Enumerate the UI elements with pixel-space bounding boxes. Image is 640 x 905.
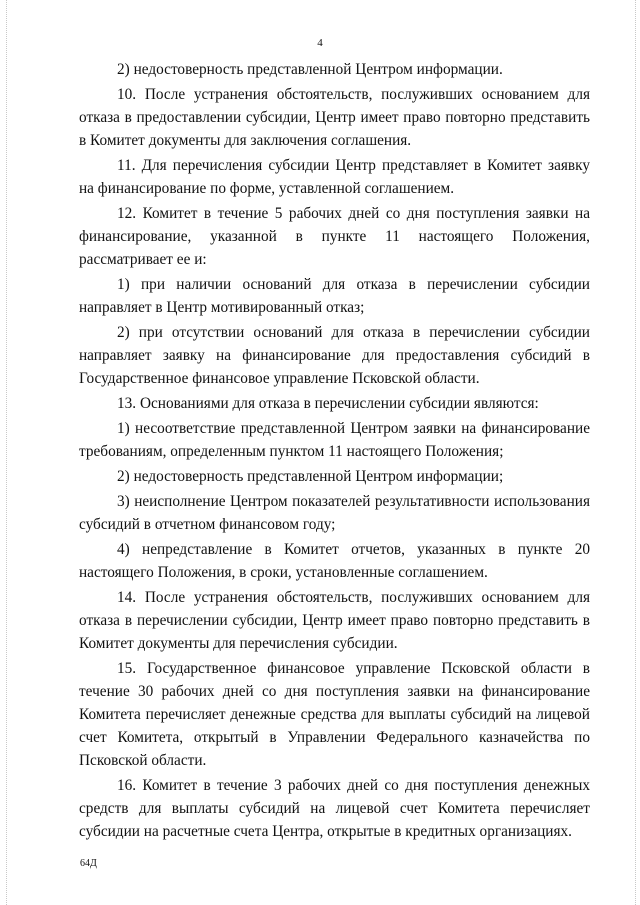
paragraph-11: 11. Для перечисления субсидии Центр представляет в Комитет заявку на финансирование по форме, уставленной соглашением. bbox=[79, 157, 590, 197]
paragraph-13-subpoint-1: 1) несоответствие представленной Центром заявки на финансирование требованиям, определенным пунктом 11 настоящего Положения; bbox=[79, 420, 590, 460]
paragraph-13: 13. Основаниями для отказа в перечислении субсидии являются: bbox=[117, 395, 539, 412]
document-body bbox=[79, 58, 590, 845]
document-code: 64Д bbox=[80, 858, 97, 869]
paragraph-15: 15. Государственное финансовое управление Псковской области в течение 30 рабочих дней со дня поступления заявки на финансирование Комитета перечисляет денежные средства для выплаты субсидий на лицевой счет Комитета, открытый в Управлении Федерального казначейства по Псковской области. bbox=[79, 660, 590, 769]
paragraph-subpoint-2-unreliable-info: 2) недостоверность представленной Центром информации. bbox=[117, 61, 503, 78]
paragraph-13-subpoint-2: 2) недостоверность представленной Центром информации; bbox=[117, 468, 504, 485]
paragraph-13-subpoint-4: 4) непредставление в Комитет отчетов, указанных в пункте 20 настоящего Положения, в сроки, установленные соглашением. bbox=[79, 541, 590, 581]
paragraph-10: 10. После устранения обстоятельств, послуживших основанием для отказа в предоставлении субсидии, Центр имеет право повторно представить в Комитет документы для заключения соглашения. bbox=[79, 86, 590, 149]
paragraph-13-subpoint-3: 3) неисполнение Центром показателей результативности использования субсидий в отчетном финансовом году; bbox=[79, 493, 590, 533]
paragraph-12-subpoint-1: 1) при наличии оснований для отказа в перечислении субсидии направляет в Центр мотивированный отказ; bbox=[79, 276, 590, 316]
paragraph-14: 14. После устранения обстоятельств, послуживших основанием для отказа в перечислении субсидии, Центр имеет право повторно представить в Комитет документы для перечисления субсидии. bbox=[79, 589, 590, 652]
paragraph-16: 16. Комитет в течение 3 рабочих дней со дня поступления денежных средств для выплаты субсидий на лицевой счет Комитета перечисляет субсидии на расчетные счета Центра, открытые в кредитных организациях. bbox=[79, 777, 590, 840]
scan-edge-right bbox=[635, 0, 636, 905]
paragraph-12: 12. Комитет в течение 5 рабочих дней со дня поступления заявки на финансирование, указанной в пункте 11 настоящего Положения, рассматривает ее и: bbox=[79, 205, 590, 268]
scan-edge-left bbox=[6, 0, 7, 905]
page-number: 4 bbox=[317, 37, 323, 49]
paragraph-12-subpoint-2: 2) при отсутствии оснований для отказа в перечислении субсидии направляет заявку на финансирование для предоставления субсидий в Государственное финансовое управление Псковской области. bbox=[79, 324, 590, 387]
